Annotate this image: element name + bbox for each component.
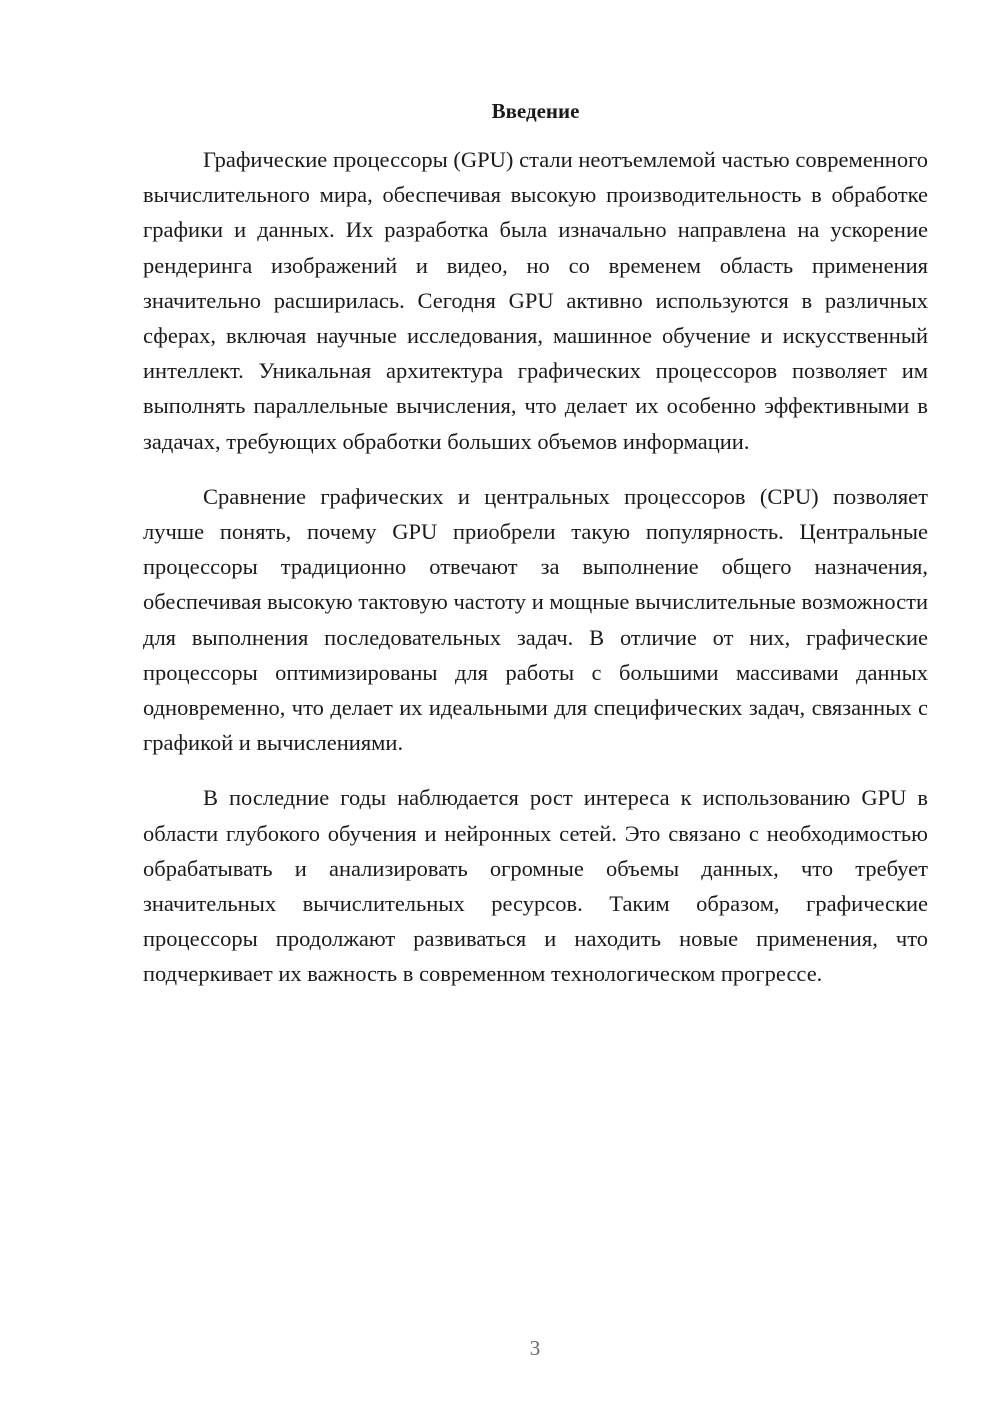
- paragraph-deep-learning: В последние годы наблюдается рост интереса к использованию GPU в области глубокого обучения и нейронных сетей. Это связано с необходимостью обрабатывать и анализировать огромные объемы данных, что требует значительных вычислительных ресурсов. Таким образом, графические процессоры продолжают развиваться и находить новые применения, что подчеркивает их важность в современном технологическом прогрессе.: [143, 785, 928, 987]
- paragraph-intro-gpu: Графические процессоры (GPU) стали неотъемлемой частью современного вычислительного мира, обеспечивая высокую производительность в обработке графики и данных. Их разработка была изначально направлена на ускорение рендеринга изображений и видео, но со временем область применения значительно расширилась. Сегодня GPU активно используются в различных сферах, включая научные исследования, машинное обучение и искусственный интеллект. Уникальная архитектура графических процессоров позволяет им выполнять параллельные вычисления, что делает их особенно эффективными в задачах, требующих обработки больших объемов информации.: [143, 147, 928, 454]
- page-number: 3: [529, 1336, 541, 1360]
- page-title: Введение: [491, 99, 580, 123]
- body-text: [143, 142, 928, 1012]
- paragraph-cpu-comparison: Сравнение графических и центральных процессоров (CPU) позволяет лучше понять, почему GPU приобрели такую популярность. Центральные процессоры традиционно отвечают за выполнение общего назначения, обеспечивая высокую тактовую частоту и мощные вычислительные возможности для выполнения последовательных задач. В отличие от них, графические процессоры оптимизированы для работы с большими массивами данных одновременно, что делает их идеальными для специфических задач, связанных с графикой и вычислениями.: [143, 483, 928, 756]
